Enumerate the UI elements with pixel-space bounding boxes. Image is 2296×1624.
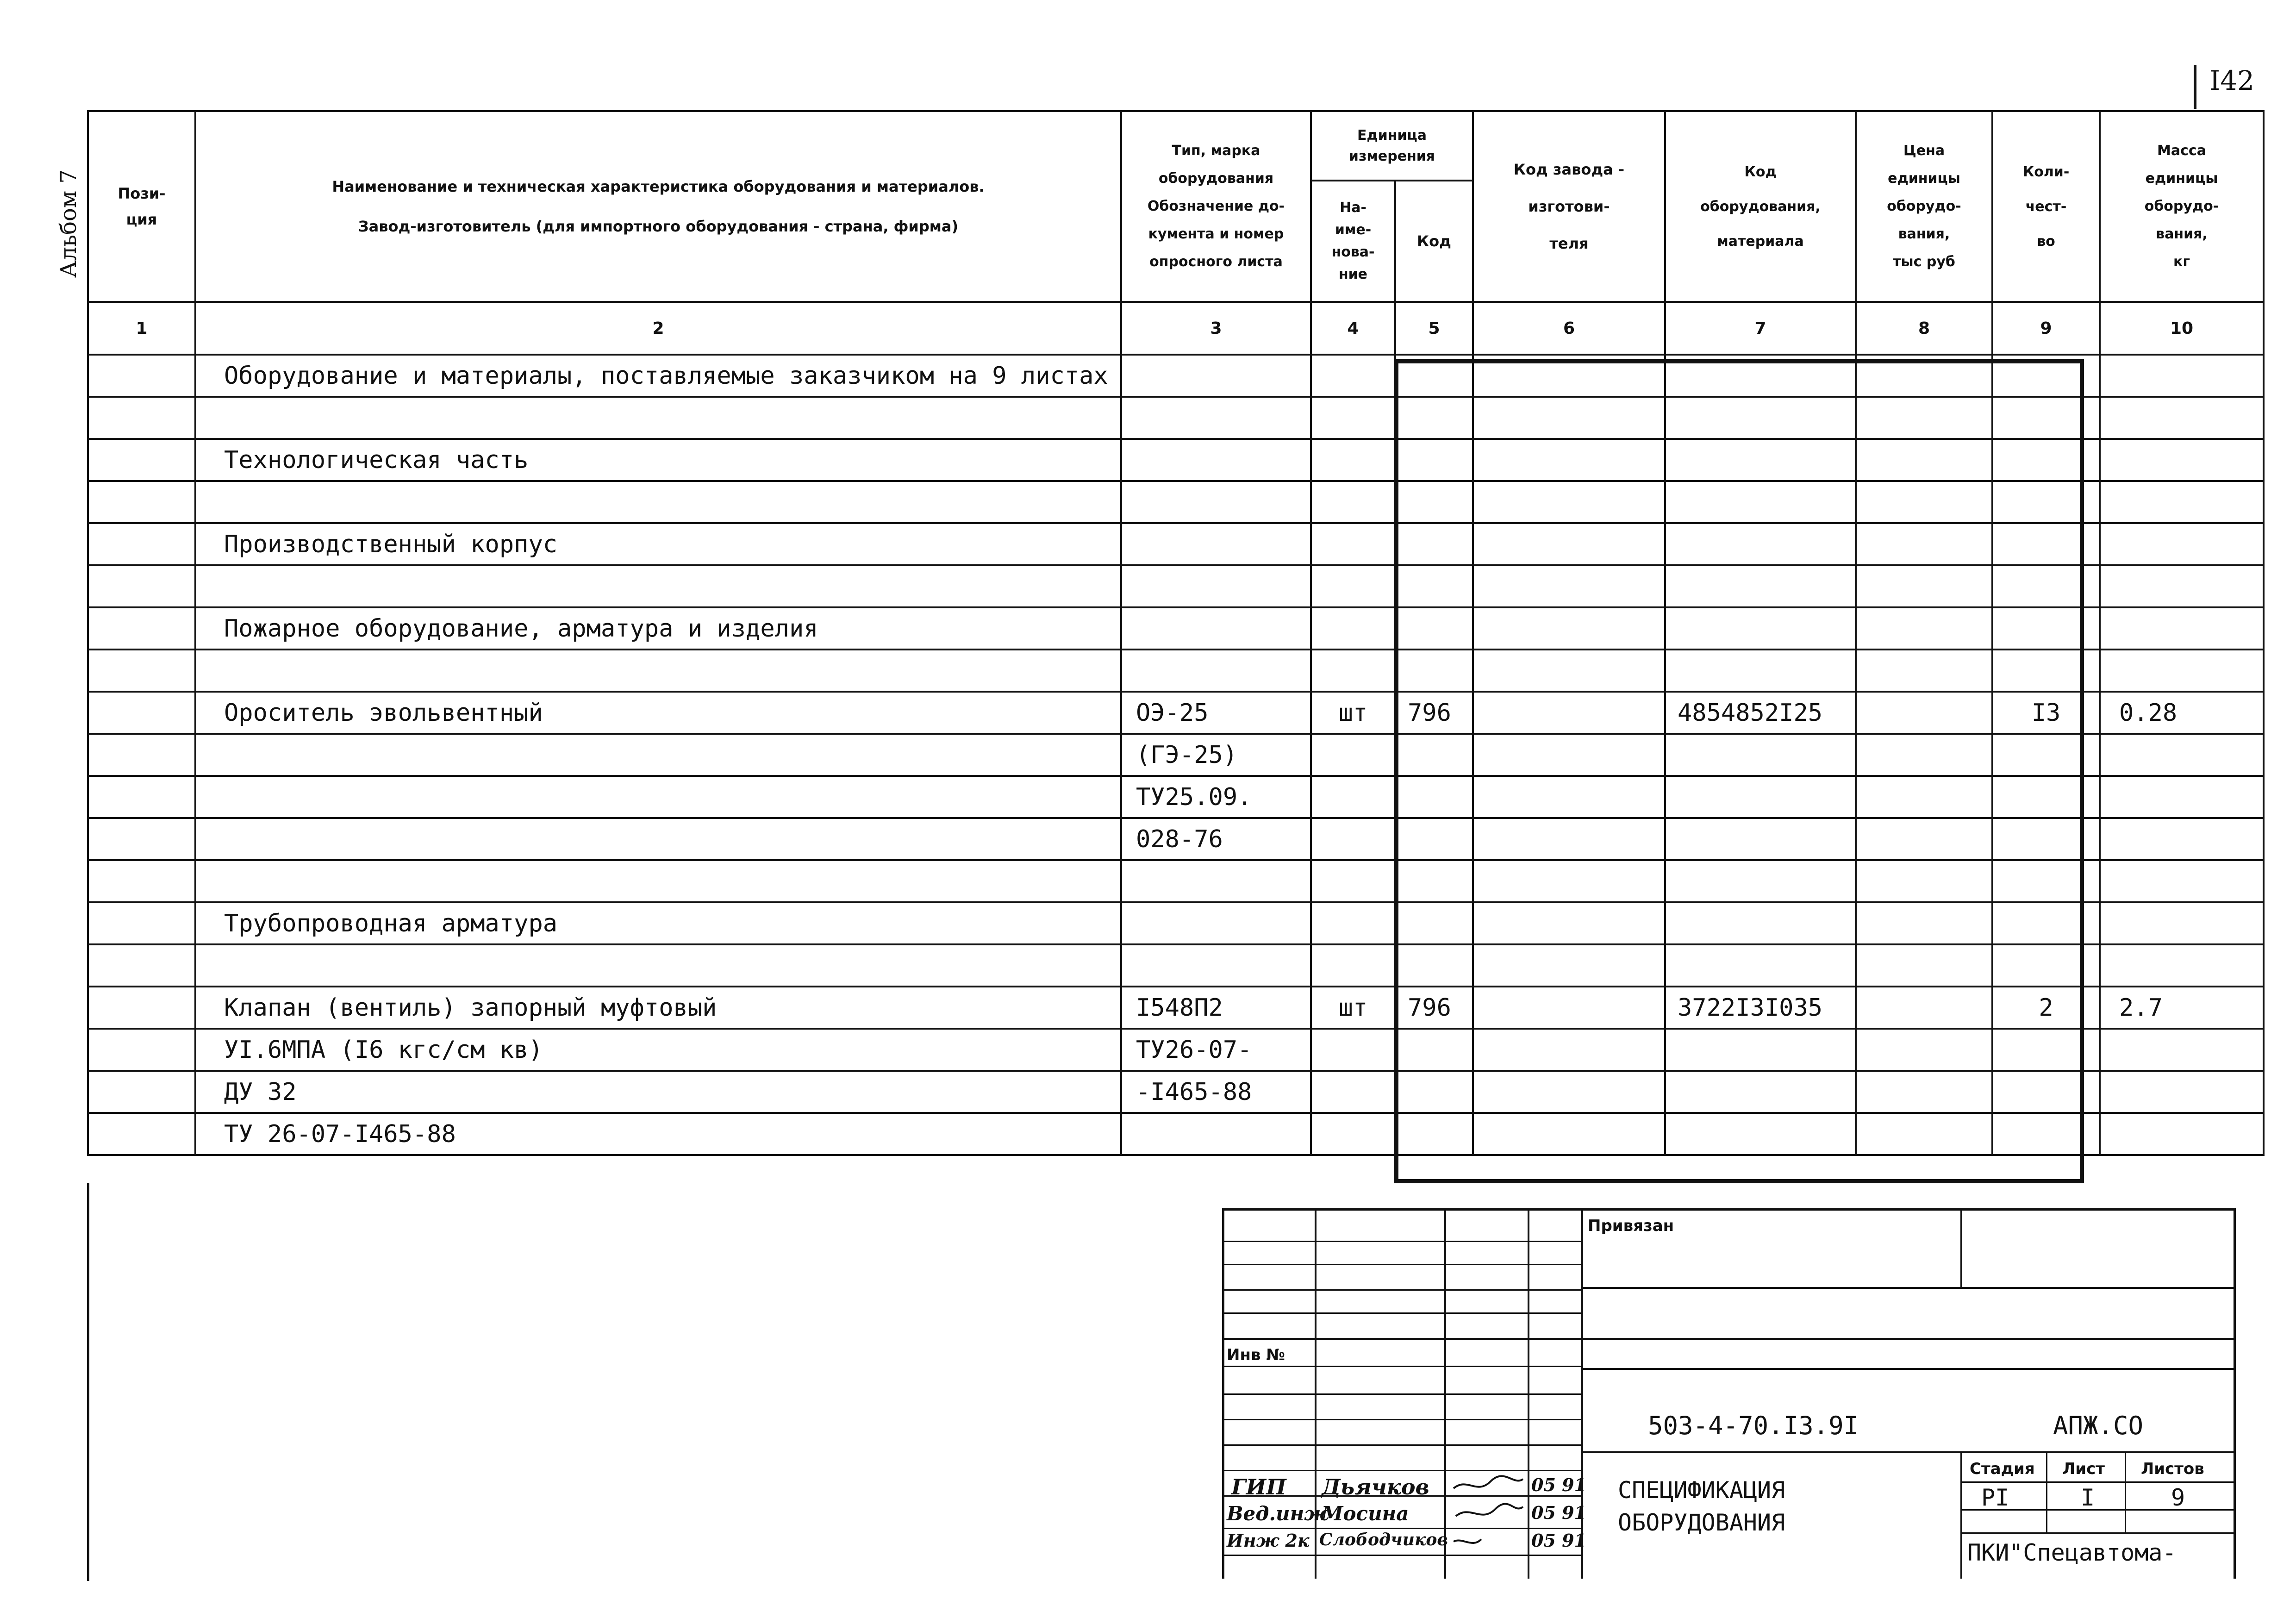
header-price: Цена единицы оборудо- вания, тыс руб <box>1856 111 1992 302</box>
cell-c10 <box>2100 944 2264 987</box>
cell-empty <box>88 565 195 607</box>
table-row <box>88 734 2264 776</box>
document-mark: АПЖ.СО <box>2053 1411 2144 1440</box>
cell-c10 <box>2100 523 2264 565</box>
cell-empty <box>88 944 195 987</box>
cell-empty <box>88 1113 195 1155</box>
cell-empty <box>1473 776 1665 818</box>
cell-c5: 796 <box>1395 987 1473 1029</box>
table-row <box>88 860 2264 902</box>
table-row <box>88 902 2264 944</box>
cell-empty <box>88 397 195 439</box>
table-row <box>88 439 2264 481</box>
date-chief-engineer: 05 91 <box>1531 1474 1586 1495</box>
table-row <box>88 481 2264 523</box>
table-row <box>88 692 2264 734</box>
cell-empty <box>1473 523 1665 565</box>
column-number: 7 <box>1665 302 1856 355</box>
cell-name <box>195 397 1121 439</box>
cell-empty <box>1473 607 1665 650</box>
cell-empty <box>1856 944 1992 987</box>
table-row <box>88 523 2264 565</box>
cell-c10 <box>2100 607 2264 650</box>
cell-c4: шт <box>1311 987 1395 1029</box>
cell-c7 <box>1665 481 1856 523</box>
cell-empty <box>1473 692 1665 734</box>
cell-empty <box>88 481 195 523</box>
cell-c9 <box>1992 944 2100 987</box>
cell-empty <box>1473 1113 1665 1155</box>
table-body <box>88 355 2264 1155</box>
name-engineer: Слободчиков <box>1319 1530 1448 1549</box>
cell-c10 <box>2100 776 2264 818</box>
column-number: 1 <box>88 302 195 355</box>
cell-name <box>195 776 1121 818</box>
cell-c3: (ГЭ-25) <box>1121 734 1311 776</box>
cell-c10 <box>2100 481 2264 523</box>
cell-empty <box>1856 355 1992 397</box>
cell-name: ТУ 26-07-I465-88 <box>195 1113 1121 1155</box>
sheet-value: I <box>2081 1484 2095 1511</box>
cell-c3 <box>1121 650 1311 692</box>
cell-c7 <box>1665 607 1856 650</box>
cell-c7: 3722I3I035 <box>1665 987 1856 1029</box>
cell-name: Пожарное оборудование, арматура и изделия <box>195 607 1121 650</box>
column-number: 3 <box>1121 302 1311 355</box>
cell-empty <box>88 523 195 565</box>
cell-c9 <box>1992 902 2100 944</box>
cell-c4 <box>1311 481 1395 523</box>
cell-c3: ТУ26-07- <box>1121 1029 1311 1071</box>
cell-c9 <box>1992 1029 2100 1071</box>
header-name <box>195 111 1121 302</box>
cell-empty <box>1856 397 1992 439</box>
cell-c5 <box>1395 776 1473 818</box>
cell-c5 <box>1395 607 1473 650</box>
page-number-divider <box>2194 65 2196 109</box>
column-number: 8 <box>1856 302 1992 355</box>
cell-empty <box>1856 776 1992 818</box>
cell-c7 <box>1665 818 1856 860</box>
cell-c3 <box>1121 523 1311 565</box>
cell-c5 <box>1395 1113 1473 1155</box>
cell-c4 <box>1311 944 1395 987</box>
privyazan-label: Привязан <box>1588 1217 1674 1235</box>
cell-empty <box>1856 1029 1992 1071</box>
cell-empty <box>88 776 195 818</box>
table-row <box>88 1071 2264 1113</box>
role-chief-engineer: ГИП <box>1231 1474 1286 1499</box>
column-number: 10 <box>2100 302 2264 355</box>
cell-c5 <box>1395 734 1473 776</box>
cell-c5 <box>1395 481 1473 523</box>
cell-c3 <box>1121 439 1311 481</box>
cell-empty <box>1473 944 1665 987</box>
cell-empty <box>88 607 195 650</box>
cell-c4 <box>1311 355 1395 397</box>
cell-empty <box>1856 818 1992 860</box>
cell-empty <box>1473 439 1665 481</box>
cell-c7 <box>1665 734 1856 776</box>
cell-empty <box>1856 902 1992 944</box>
cell-c10 <box>2100 565 2264 607</box>
cell-c7 <box>1665 523 1856 565</box>
cell-empty <box>88 987 195 1029</box>
cell-c3 <box>1121 607 1311 650</box>
cell-empty <box>1856 523 1992 565</box>
cell-empty <box>88 692 195 734</box>
table-row <box>88 1113 2264 1155</box>
document-code: 503-4-70.I3.9I <box>1648 1411 1859 1440</box>
cell-empty <box>1856 565 1992 607</box>
column-number: 4 <box>1311 302 1395 355</box>
cell-c7 <box>1665 397 1856 439</box>
cell-c10: 2.7 <box>2100 987 2264 1029</box>
table-row <box>88 565 2264 607</box>
cell-empty <box>88 355 195 397</box>
cell-name: ДУ 32 <box>195 1071 1121 1113</box>
cell-c7 <box>1665 439 1856 481</box>
cell-c5 <box>1395 944 1473 987</box>
cell-c9 <box>1992 481 2100 523</box>
cell-c10 <box>2100 650 2264 692</box>
name-chief-engineer: Дьячков <box>1322 1474 1429 1499</box>
cell-c4 <box>1311 818 1395 860</box>
cell-c5 <box>1395 439 1473 481</box>
organization-name: ПКИ"Спецавтома- <box>1967 1539 2177 1566</box>
stage-value: РI <box>1981 1484 2009 1511</box>
cell-empty <box>88 902 195 944</box>
cell-c10 <box>2100 397 2264 439</box>
cell-empty <box>1473 1071 1665 1113</box>
cell-empty <box>1856 692 1992 734</box>
cell-empty <box>1473 987 1665 1029</box>
left-border-line <box>87 1183 89 1581</box>
header-unit-group: Единица измерения <box>1311 111 1473 181</box>
date-engineer: 05 91 <box>1531 1530 1586 1551</box>
cell-empty <box>88 734 195 776</box>
cell-c7 <box>1665 902 1856 944</box>
table-row <box>88 776 2264 818</box>
cell-c9 <box>1992 439 2100 481</box>
page-number: I42 <box>2209 65 2254 96</box>
cell-c9 <box>1992 607 2100 650</box>
header-factory-code: Код завода - изготови- теля <box>1473 111 1665 302</box>
table-row <box>88 650 2264 692</box>
cell-c3 <box>1121 1113 1311 1155</box>
table-row <box>88 1029 2264 1071</box>
cell-empty <box>1856 439 1992 481</box>
table-row <box>88 818 2264 860</box>
cell-c3 <box>1121 944 1311 987</box>
cell-c7: 4854852I25 <box>1665 692 1856 734</box>
cell-empty <box>1473 355 1665 397</box>
cell-name: Оборудование и материалы, поставляемые заказчиком на 9 листах <box>195 355 1121 397</box>
cell-c9 <box>1992 355 2100 397</box>
cell-name <box>195 565 1121 607</box>
cell-c7 <box>1665 776 1856 818</box>
cell-c3 <box>1121 565 1311 607</box>
album-label: Альбом 7 <box>56 169 81 278</box>
header-equipment-code: Код оборудования, материала <box>1665 111 1856 302</box>
cell-empty <box>88 439 195 481</box>
cell-c9 <box>1992 565 2100 607</box>
cell-empty <box>1473 650 1665 692</box>
cell-c7 <box>1665 1029 1856 1071</box>
cell-c4 <box>1311 1113 1395 1155</box>
role-engineer: Инж 2к <box>1227 1530 1310 1551</box>
cell-empty <box>1856 650 1992 692</box>
cell-empty <box>88 818 195 860</box>
cell-c5 <box>1395 818 1473 860</box>
cell-c4 <box>1311 397 1395 439</box>
cell-c4 <box>1311 776 1395 818</box>
column-numbers-row <box>88 302 2264 355</box>
cell-c9: I3 <box>1992 692 2100 734</box>
header-mass: Масса единицы оборудо- вания, кг <box>2100 111 2264 302</box>
cell-empty <box>1856 734 1992 776</box>
cell-c4 <box>1311 439 1395 481</box>
cell-name: Технологическая часть <box>195 439 1121 481</box>
cell-empty <box>1856 1113 1992 1155</box>
column-number: 6 <box>1473 302 1665 355</box>
cell-empty <box>1856 987 1992 1029</box>
cell-name: Производственный корпус <box>195 523 1121 565</box>
cell-empty <box>88 860 195 902</box>
cell-c4: шт <box>1311 692 1395 734</box>
cell-c10 <box>2100 860 2264 902</box>
cell-empty <box>1473 818 1665 860</box>
cell-c4 <box>1311 650 1395 692</box>
cell-name <box>195 734 1121 776</box>
cell-c3: ОЭ-25 <box>1121 692 1311 734</box>
cell-c4 <box>1311 1071 1395 1113</box>
cell-name <box>195 860 1121 902</box>
cell-name: Ороситель эвольвентный <box>195 692 1121 734</box>
cell-empty <box>1856 481 1992 523</box>
specification-table <box>87 110 2265 1156</box>
cell-empty <box>1473 565 1665 607</box>
cell-empty <box>1473 902 1665 944</box>
cell-empty <box>88 1029 195 1071</box>
cell-c9 <box>1992 818 2100 860</box>
table-row <box>88 987 2264 1029</box>
cell-c4 <box>1311 902 1395 944</box>
cell-c9 <box>1992 860 2100 902</box>
cell-c9 <box>1992 1113 2100 1155</box>
name-lead-engineer: Мосина <box>1322 1502 1409 1525</box>
cell-c3 <box>1121 397 1311 439</box>
cell-c10 <box>2100 1071 2264 1113</box>
cell-c4 <box>1311 565 1395 607</box>
title-block <box>1222 1208 2236 1579</box>
cell-c5: 796 <box>1395 692 1473 734</box>
sheets-total-label: Листов <box>2141 1460 2204 1478</box>
cell-name: УI.6МПА (I6 кгс/см кв) <box>195 1029 1121 1071</box>
cell-c3: -I465-88 <box>1121 1071 1311 1113</box>
cell-empty <box>1473 860 1665 902</box>
sheet-label: Лист <box>2062 1460 2105 1478</box>
header-unit-name: На- име- нова- ние <box>1311 181 1395 302</box>
inventory-number-label: Инв № <box>1227 1346 1285 1364</box>
cell-c5 <box>1395 523 1473 565</box>
cell-c3: 028-76 <box>1121 818 1311 860</box>
cell-empty <box>1473 1029 1665 1071</box>
cell-empty <box>1856 607 1992 650</box>
cell-c9 <box>1992 397 2100 439</box>
column-number: 5 <box>1395 302 1473 355</box>
table-row <box>88 397 2264 439</box>
header-type: Тип, марка оборудования Обозначение до- кумента и номер опросного листа <box>1121 111 1311 302</box>
cell-name <box>195 818 1121 860</box>
cell-name <box>195 481 1121 523</box>
cell-c3: ТУ25.09. <box>1121 776 1311 818</box>
cell-c9: 2 <box>1992 987 2100 1029</box>
signatures-image <box>1449 1472 1525 1555</box>
cell-name: Трубопроводная арматура <box>195 902 1121 944</box>
cell-c7 <box>1665 1071 1856 1113</box>
cell-empty <box>1473 481 1665 523</box>
table-row <box>88 607 2264 650</box>
cell-c9 <box>1992 776 2100 818</box>
cell-c10 <box>2100 1113 2264 1155</box>
cell-c5 <box>1395 565 1473 607</box>
header-name-line1: Наименование и техническая характеристика оборудования и материалов. <box>332 178 985 195</box>
header-name-line2: Завод-изготовитель (для импортного оборудования - страна, фирма) <box>358 218 959 235</box>
cell-name: Клапан (вентиль) запорный муфтовый <box>195 987 1121 1029</box>
cell-c10 <box>2100 355 2264 397</box>
cell-c3: I548П2 <box>1121 987 1311 1029</box>
cell-c4 <box>1311 860 1395 902</box>
table-row <box>88 355 2264 397</box>
table-row <box>88 944 2264 987</box>
cell-empty <box>1473 397 1665 439</box>
cell-c4 <box>1311 734 1395 776</box>
column-number: 2 <box>195 302 1121 355</box>
cell-c10 <box>2100 734 2264 776</box>
cell-c5 <box>1395 860 1473 902</box>
cell-empty <box>88 1071 195 1113</box>
cell-c3 <box>1121 355 1311 397</box>
cell-c4 <box>1311 523 1395 565</box>
cell-c5 <box>1395 1071 1473 1113</box>
cell-c3 <box>1121 902 1311 944</box>
cell-c7 <box>1665 650 1856 692</box>
cell-c9 <box>1992 1071 2100 1113</box>
header-unit-code: Код <box>1395 181 1473 302</box>
cell-empty <box>1856 860 1992 902</box>
cell-c5 <box>1395 650 1473 692</box>
cell-c7 <box>1665 1113 1856 1155</box>
cell-empty <box>88 650 195 692</box>
cell-c4 <box>1311 1029 1395 1071</box>
cell-c10 <box>2100 818 2264 860</box>
date-lead-engineer: 05 91 <box>1531 1502 1586 1523</box>
cell-c5 <box>1395 902 1473 944</box>
cell-c10 <box>2100 439 2264 481</box>
cell-c5 <box>1395 397 1473 439</box>
role-lead-engineer: Вед.инж <box>1227 1502 1330 1525</box>
cell-name <box>195 944 1121 987</box>
cell-c5 <box>1395 1029 1473 1071</box>
cell-c3 <box>1121 481 1311 523</box>
cell-c10 <box>2100 1029 2264 1071</box>
cell-empty <box>1473 734 1665 776</box>
cell-name <box>195 650 1121 692</box>
stage-label: Стадия <box>1970 1460 2035 1478</box>
cell-c9 <box>1992 523 2100 565</box>
cell-c7 <box>1665 944 1856 987</box>
cell-c7 <box>1665 565 1856 607</box>
column-number: 9 <box>1992 302 2100 355</box>
cell-c9 <box>1992 650 2100 692</box>
header-quantity: Коли- чест- во <box>1992 111 2100 302</box>
cell-c5 <box>1395 355 1473 397</box>
document-title-line2: ОБОРУДОВАНИЯ <box>1618 1509 1785 1536</box>
cell-c7 <box>1665 355 1856 397</box>
cell-c10 <box>2100 902 2264 944</box>
document-title-line1: СПЕЦИФИКАЦИЯ <box>1618 1477 1785 1504</box>
cell-c7 <box>1665 860 1856 902</box>
cell-c4 <box>1311 607 1395 650</box>
cell-c3 <box>1121 860 1311 902</box>
cell-c9 <box>1992 734 2100 776</box>
cell-empty <box>1856 1071 1992 1113</box>
cell-c10: 0.28 <box>2100 692 2264 734</box>
sheets-total-value: 9 <box>2171 1484 2185 1511</box>
header-position: Пози- ция <box>88 111 195 302</box>
